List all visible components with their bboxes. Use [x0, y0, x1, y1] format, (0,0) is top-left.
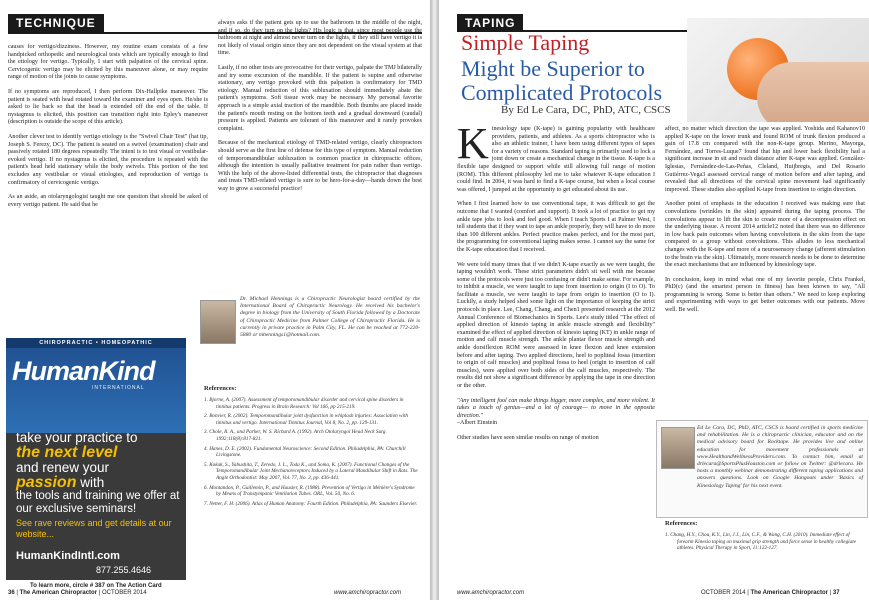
reference-item: 4. Hanes, D. E. (2002). Fundamental Neuroscience: Second Edition. Philadelphia, PA: Churchill Livingstone.: [204, 445, 406, 459]
magazine-name: The American Chiropractor: [19, 590, 98, 596]
paragraph: In conclusion, keep in mind what one of my favorite people, Chris Frankel, PhD(c) (and the smartest person in fitness) has been known to say, "All programming is wrong. Some is better than others." We need to keep exploring and experimenting with ways to get better outcomes with our patients. Move well. Be well.: [665, 276, 865, 314]
paragraph: As an aside, an otolaryngologist taught me one question that should be asked of every vertigo patient. He said that he: [8, 194, 208, 208]
paragraph: always asks if the patient gets up to use the bathroom in the middle of the night, and if so, do they turn on the lights? His logic is that, since most people use the bathroom at night and almost never turn on the lights, if they still have vertigo it is not likely of visual origin since they are not dependent on the visual system at that time.: [218, 20, 422, 57]
ad-header-panel: [6, 338, 186, 433]
paragraph: Another clever test to identify vertigo etiology is the "Swivel Chair Test" (hat tip, Joseph S. Ferezy, DC). The patient is seated on a swivel (examination) chair and passively rotated 180 degrees repeatedly. The intent is to test visual or vestibular-evoked vertigo. If no nystagmus is elicited, the procedure is repeated with the patient's head held stationary while the body swivels. This portion of the test excludes any vestibular or visual etiologies, and reproduction of vertigo is confirmatory of cervicogenic vertigo.: [8, 133, 208, 186]
lead-paragraph-text: inesiology tape (K-tape) is gaining popularity with healthcare providers, patients, and athletes. As a sports chiropractor who is also an athletic trainer, I have been using different types of tapes for a variety of reasons. Standard taping is primarily used to lock a joint down or create a mechanical change in the tissue. K-tape is a flexible tape designed to support while still allowing full range of motion (ROM). This different philosophy led me to take whatever K-tape education I could find. In 2004, it was hard to find a K-tape course, but when a local course was offered, I jumped at the opportunity to get educated about its use.: [457, 126, 655, 193]
reference-item: 1. Bjorne, A. (2007). Assessment of temporomandibular disorder and cervical spine disorders in tinnitus patients. Progress in Brain Research: Vol 166, pp 215-219.: [204, 397, 404, 410]
page-gutter: [430, 0, 439, 600]
issue-date: OCTOBER 2014: [101, 590, 147, 596]
left-page: [0, 0, 430, 600]
right-column-2: [665, 126, 865, 322]
paragraph: Other studies have seen similar results on range of motion: [457, 434, 599, 441]
page-number: 37: [832, 590, 840, 596]
section-label-taping: TAPING: [457, 14, 523, 32]
pull-quote-author: –Albert Einstein: [457, 420, 498, 427]
drop-cap: K: [457, 119, 489, 168]
left-folio: 36 | The American Chiropractor | OCTOBER 2014: [8, 590, 147, 596]
reference-item: 2. Bonvier, R. (2002). Temporomandibular joint dysfunction in whiplash injuries: Association with tinnitus and vertigo. International Tinnitus Journal, Vol 8, No. 2, pp. 129-131.: [204, 413, 408, 426]
article-title-line-2: Might be Superior to: [461, 56, 645, 81]
issue-date: OCTOBER 2014: [701, 590, 746, 596]
ad-line-cta: See rave reviews and get details at our website...: [16, 518, 172, 539]
magazine-name: The American Chiropractor: [750, 590, 828, 596]
paragraph: affect, no matter which direction the tape was applied. Yoshida and Kahanov10 applied K-tape on the lower trunk and found ROM of trunk flexion produced a gain of 17.8 cm compared with the non-K-tape group. Merino, Mayorga, Fernández, and Torres-Luque7 found that hip and lower back flexibility had a significant increase in sit and reach distance after K-tape was applied. González-Iglesias, Fernández-de-Las-Peñas, Cleland, Huijbregts, and Del Rosario Gutiérrez-Vega3 assessed cervical range of motion before and after taping, and revealed that all directions of the cervical spine movement had significantly improved. These studies also applied K-tape from insertion to origin direction.: [665, 126, 865, 193]
ad-brand-logo: HumanKind: [12, 356, 155, 386]
references-list: [665, 532, 865, 555]
reference-item: 3. Chole, R. A., and Parker, W. S. Richard A. (1992). Arch Otolaryngol Head Neck Surg. 1992;118(8):817-821.: [204, 429, 387, 442]
section-label-technique: TECHNIQUE: [8, 14, 104, 32]
ad-line: and renew your: [16, 460, 110, 475]
author-bio: Ed Le Cara, DC, PhD, ATC, CSCS is board certified in sports medicine and rehabilitation. He is a chiropractic clinician, educator and on the medical advisory board for Rocktape. He provides live and online education for movement professionals at www.HealthandWellnessProviders.com. To contact him, email at drlecara@SportsPlusHouston.com or follow on Twitter: @drlecara. He hosts a monthly webinar demonstrating different taping applications and answers questions. Look on Google Hangouts under 'Basics of Kinesiology Taping' for his next event.: [697, 425, 863, 489]
reference-item: 5. Kokak, S., Yabushita, T., Zeredo, J. L., Toda K., and Soma, K. (2007). Functional Changes of the Temporomandibular Joint Mechanoreceptors Induced by a Lateral Mandibular Shift in Rats. The Angle Orthodontist: May 2007, Vol. 77, No. 3, pp. 436-441.: [204, 461, 418, 481]
paragraph: Another point of emphasis in the education I received was making sure that convolutions (wrinkles in the skin) appeared during the taping process. The convolutions appear to lift the skin to create more of a decompression effect on the underlying tissue. A recent 2014 article12 noted that there was no difference in low back pain outcomes when having convolutions in the skin from the tape compared to a group without convolutions. This alludes to less mechanical changes with the K-tape and more of a neurosensory change (afferent stimulation to the brain via the skin). Ultimately, more research needs to be done to determine the exact mechanisms that are influenced by kinesiology tape.: [665, 201, 865, 269]
right-folio-url: www.amchiropractor.com: [457, 590, 525, 596]
references-heading: References:: [665, 520, 698, 527]
ad-line: the tools and training we offer at our exclusive seminars!: [16, 490, 180, 515]
article-byline: By Ed Le Cara, DC, PhD, ATC, CSCS: [501, 104, 671, 116]
reference-item: 7. Netter, F. H. (2006). Atlas of Human Anatomy: Fourth Edition. Philadelphia, PA: Saunders Elsevier.: [204, 500, 418, 507]
author-bio: Dr. Michael Hennings is a Chiropractic Neurologist board certified by the International Board of Chiropractic Neurology. He received his bachelor's degree in biology from the University of South Florida followed by a Doctorate of Chiropractic Medicine from Palmer College of Chiropractic Florida. He is currently in private practice in Palm City, FL. He can be reached at 772-220-5880 or mhennings1@hotmail.com.: [240, 296, 420, 339]
reference-item: 1. Chang, H.Y., Chou, K.Y., Lin, J.J., Lin, C.F., & Wang, C.H. (2010). Immediate effect of forearm Kinesio taping on maximal grip strength and force sense in healthy collegiate athletes. Physical Therapy in Sport, 11:122-127.: [665, 532, 856, 552]
page-number: 36: [8, 590, 15, 596]
right-page: [439, 0, 869, 600]
ad-caption: To learn more, circle # 387 on The Action Card: [30, 583, 162, 589]
pull-quote: "Any intelligent fool can make things bigger, more complex, and more violent. It takes a touch of genius—and a lot of courage— to move in the opposite direction.": [457, 397, 655, 419]
ad-body-text: [16, 430, 186, 540]
paragraph: We were told many times that if we didn't K-tape exactly as we were taught, the taping wouldn't work. These strict parameters didn't sit well with me because some of the protocols were just too confusing or didn't make sense. For example, to inhibit a muscle, we were taught to tape from insertion to origin (I to O). To facilitate a muscle, we were taught to tape from origin to insertion (O to I). Luckily, a study helped shed some light on the importance of keeping the strict protocols in place. Lee, Chang, Chang, and Chen1 presented research at the 2012 Annual Conference of Biomechanics in Sports. Lee's study titled "The effect of applied direction of kinesio taping in ankle muscle strength and flexibility" examined the effect of applied direction of kinesio taping (KT) in ankle range of motion and calf muscle strength. The ankle plantar flexor muscle strength and ankle dorsiflexion ROM were assessed in knee flexion and knee extension before and after taping. Two applied directions, heel to popliteal fossa (insertion to origin of calf muscles) and popliteal fossa to heel (origin to insertion of calf muscles), were applied over both sides of the calf muscles, respectively. The results did not show a significant difference by applying the tape in one direction or the other.: [457, 261, 655, 389]
ad-band: CHIROPRACTIC • HOMEOPATHIC: [6, 338, 186, 348]
ad-line: with: [76, 475, 105, 490]
ad-line-emphasis: the next level: [16, 444, 118, 461]
references-heading: References:: [204, 385, 237, 392]
left-folio-url: www.amchiropractor.com: [334, 590, 402, 596]
ad-brand-subtitle: INTERNATIONAL: [92, 385, 145, 391]
paragraph: If no symptoms are reproduced, I then perform Dix-Hallpike maneuver. The patient is seated with head rotated toward the examiner and eyes open. He/she is asked to lie back so that the head is extended off the end of the table. If nystagmus is elicited, this position can transition right into Epley's maneuver (description is outside the scope of this article).: [8, 88, 208, 126]
ad-website-link[interactable]: HumanKindIntl.com: [16, 550, 120, 562]
author-photo-lecara: [661, 427, 695, 469]
paragraph: Because of the mechanical etiology of TMD-related vertigo, clearly chiropractors should serve as the first line of defense for this type of symptom. Manual reduction of temporomandibular subluxation is common practice in chiropractic offices, although the intention is usually palliative treatment for pain rather than vertigo. With the help of the above-listed differential tests, the chiropractor that diagnoses and treats TMD-related vertigo is sure to be hero-for-a-day—hands down the best way to grow a successful practice!: [218, 140, 422, 192]
right-column-1: [457, 119, 655, 450]
left-column-2: [218, 20, 422, 200]
references-list: [204, 397, 420, 510]
ad-line: take your practice to: [16, 430, 138, 445]
author-photo-hennings: [200, 300, 236, 344]
reference-item: 6. Montandon, P., Guillemin, P., and Hausler, R. (1988). Prevention of Vertigo in Ménière's Syndrome by Means of Transtympanic Ventilation Tubes. ORL, Vol. 50, No. 6.: [204, 484, 415, 498]
article-title-line-3: Complicated Protocols: [461, 80, 663, 105]
ad-phone-number: 877.255.4646: [96, 565, 152, 575]
left-column-1: [8, 44, 208, 216]
ad-line-emphasis: passion: [16, 474, 77, 491]
article-title-line-1: Simple Taping: [461, 30, 590, 55]
lead-paragraph: [457, 119, 655, 194]
author-bio-box: [656, 420, 868, 518]
hand-shape: [757, 62, 869, 122]
paragraph: causes for vertigo/dizziness. However, my routine exam consists of a few handpicked orthopedic and neurological tests which are typically enough to find the etiology for vertigo. Typically, I start with palpation of the cervical spine. Cervicogenic vertigo may be elicited by this maneuver alone, or may require range of motion of the joints to cause symptoms.: [8, 44, 208, 81]
paragraph: When I first learned how to use conventional tape, it was difficult to get the outcome that I wanted (comfort and support). It took a lot of practice to get my ankle tape jobs to look and feel good. When I teach Sports I at Palmer West, I tell students that if they want to tape an ankle properly, they will have to do more than 100 different ankles. Perfect practice makes perfect, and for the most part, the programming for conventional taping makes sense. I cannot say the same for the K-tape education that I received.: [457, 201, 655, 253]
humankind-advertisement[interactable]: [6, 338, 186, 580]
paragraph: Lastly, if no other tests are provocative for their vertigo, palpate the TMJ bilaterally and try some excursion of the mandible. If the patient is supine and otherwise stationary, any vertigo provoked with this palpation is confirmatory for TMD etiology. Manual reduction of this subluxation should immediately abate the patient's symptoms. Soft tissue work may be necessary. My personal favorite approach is a simple axial traction of the mandible. Both thumbs are placed inside the patient's mouth resting on the bottom teeth and a gradual downward (caudal) pressure is applied. Patients are tolerant of this maneuver and it rarely provokes complaint.: [218, 64, 422, 132]
right-folio: OCTOBER 2014 | The American Chiropractor | 37: [701, 590, 840, 596]
hero-photo-ball-in-hand: [687, 18, 869, 122]
